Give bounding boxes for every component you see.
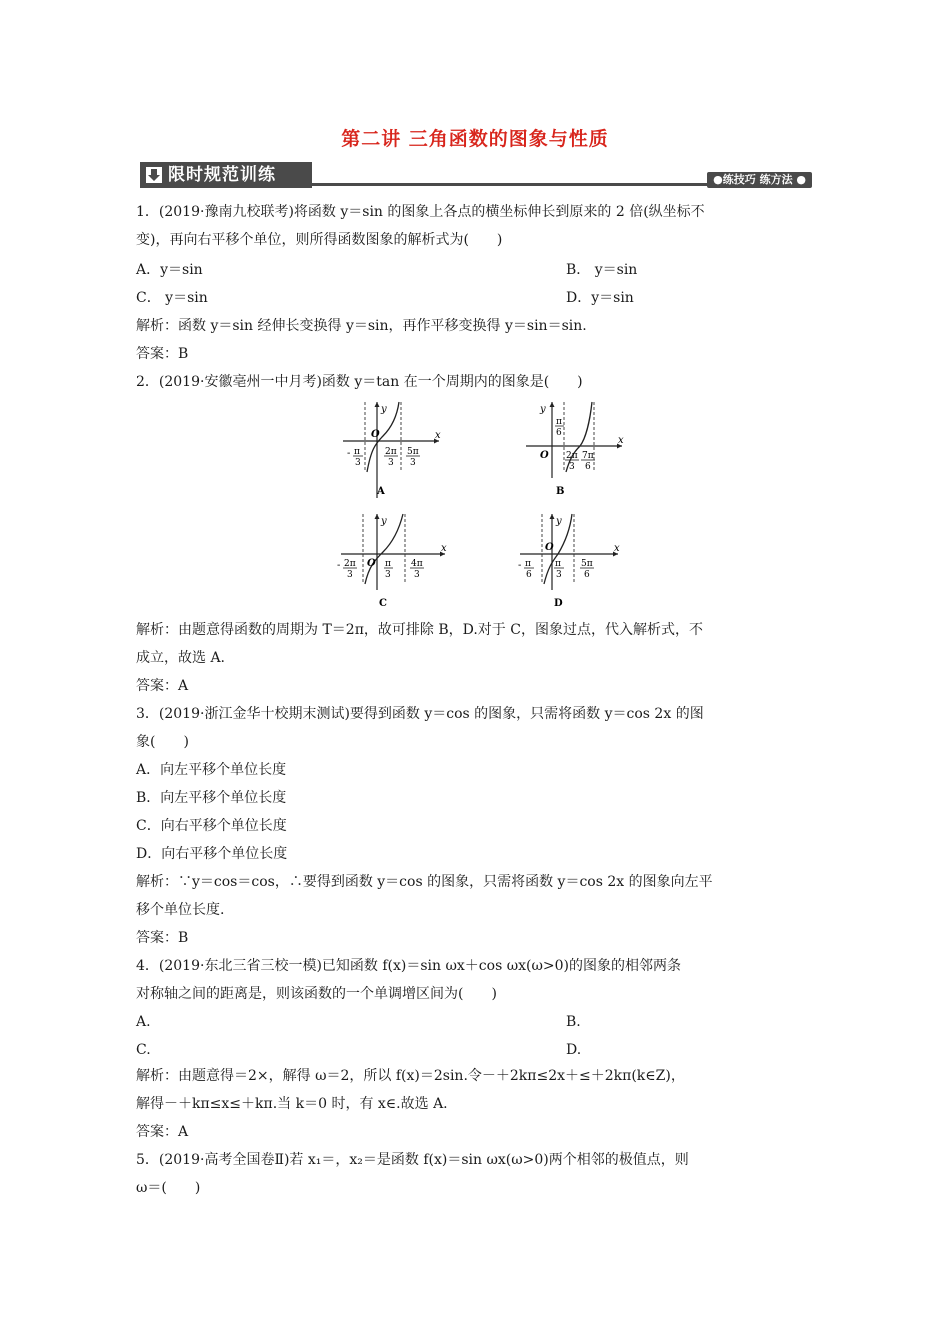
fig-d-right-den: 6	[584, 570, 590, 580]
q3-option-c: C．向右平移个单位长度	[136, 818, 287, 834]
q2-figure-b	[518, 398, 628, 502]
fig-b-y-label: y	[540, 404, 546, 415]
fig-d-y-label: y	[556, 516, 562, 527]
fig-a-left-neg: -	[347, 448, 351, 459]
fig-a-origin: O	[371, 429, 380, 440]
q4-analysis-line2: 解得－＋kπ≤x≤＋kπ.当 k＝0 时，有 x∈.故选 A.	[136, 1096, 448, 1112]
banner-motto: ●练技巧 练方法 ●	[707, 172, 812, 188]
q2-figure-a	[335, 398, 445, 502]
fig-a-left-den: 3	[355, 458, 361, 468]
fig-c-y-label: y	[381, 516, 387, 527]
banner-tag	[140, 162, 312, 188]
fig-a-y-label: y	[381, 404, 387, 415]
q1-option-c: C． y＝sin	[136, 290, 208, 306]
fig-b-caption: B	[556, 486, 565, 497]
q1-stem-line1: 1．(2019·豫南九校联考)将函数 y＝sin 的图象上各点的横坐标伸长到原来的 2 倍(纵坐标不	[136, 204, 705, 220]
fig-b-x-label: x	[618, 435, 624, 446]
fig-b-top-den: 6	[556, 428, 562, 438]
q3-stem-line2: 象( )	[136, 734, 189, 750]
fig-d-mid-den: 3	[556, 570, 562, 580]
q3-option-d: D．向右平移个单位长度	[136, 846, 288, 862]
q1-analysis: 解析：函数 y＝sin 经伸长变换得 y＝sin，再作平移变换得 y＝sin＝sin.	[136, 318, 587, 334]
section-banner	[140, 162, 812, 188]
q3-option-a: A．向左平移个单位长度	[136, 762, 287, 778]
fig-d-left-den: 6	[526, 570, 532, 580]
fig-b-mid-den: 3	[569, 462, 575, 472]
q4-analysis-line1: 解析：由题意得＝2×，解得 ω＝2，所以 f(x)＝2sin.令－＋2kπ≤2x＋≤＋2kπ(k∈Z)，	[136, 1068, 685, 1084]
q4-option-d: D.	[566, 1042, 582, 1058]
q4-stem-line1: 4．(2019·东北三省三校一模)已知函数 f(x)＝sin ωx＋cos ωx(ω>0)的图象的相邻两条	[136, 958, 681, 974]
q4-answer: 答案：A	[136, 1124, 189, 1140]
q4-option-c: C.	[136, 1042, 151, 1058]
q2-figure-c	[335, 510, 451, 614]
q3-analysis-line2: 移个单位长度.	[136, 902, 225, 918]
q1-option-b: B． y＝sin	[566, 262, 638, 278]
q2-analysis-line1: 解析：由题意得函数的周期为 T＝2π，故可排除 B，D.对于 C，图象过点，代入解析式，不	[136, 622, 703, 638]
q2-answer: 答案：A	[136, 678, 189, 694]
fig-c-left-neg: -	[337, 560, 341, 571]
fig-b-right-den: 6	[585, 462, 591, 472]
q3-analysis-line1: 解析：∵y＝cos＝cos，∴要得到函数 y＝cos 的图象，只需将函数 y＝cos 2x 的图象向左平	[136, 874, 713, 890]
q4-stem-line2: 对称轴之间的距离是，则该函数的一个单调增区间为( )	[136, 986, 497, 1002]
fig-d-caption: D	[554, 598, 563, 609]
fig-c-caption: C	[379, 598, 387, 609]
fig-d-origin: O	[545, 542, 554, 553]
q3-answer: 答案：B	[136, 930, 189, 946]
page-title: 第二讲 三角函数的图象与性质	[341, 128, 609, 150]
fig-a-mid-den: 3	[388, 458, 394, 468]
q5-stem-line1: 5．(2019·高考全国卷Ⅱ)若 x₁＝，x₂＝是函数 f(x)＝sin ωx(ω>0)两个相邻的极值点，则	[136, 1152, 689, 1168]
q3-stem-line1: 3．(2019·浙江金华十校期末测试)要得到函数 y＝cos 的图象，只需将函数 y＝cos 2x 的图	[136, 706, 704, 722]
fig-a-x-label: x	[435, 430, 441, 441]
fig-a-right-den: 3	[410, 458, 416, 468]
q1-answer: 答案：B	[136, 346, 189, 362]
fig-c-left-num: 2π	[344, 559, 356, 569]
banner-tag-label: 限时规范训练	[168, 165, 276, 185]
download-arrow-icon	[145, 166, 163, 184]
fig-d-mid-num: π	[555, 559, 561, 569]
q2-figure-d	[514, 510, 624, 614]
q3-option-b: B．向左平移个单位长度	[136, 790, 287, 806]
fig-d-left-neg: -	[518, 560, 522, 571]
fig-a-caption: A	[377, 486, 385, 497]
fig-c-x-label: x	[441, 543, 447, 554]
q5-stem-line2: ω＝( )	[136, 1180, 201, 1196]
q2-stem: 2．(2019·安徽亳州一中月考)函数 y＝tan 在一个周期内的图象是( )	[136, 374, 583, 390]
fig-c-mid-den: 3	[385, 570, 391, 580]
fig-c-right-den: 3	[414, 570, 420, 580]
fig-d-left-num: π	[525, 559, 531, 569]
fig-b-right-num: 7π	[582, 451, 594, 461]
q1-option-d: D．y＝sin	[566, 290, 634, 306]
fig-c-right-num: 4π	[411, 559, 423, 569]
fig-d-right-num: 5π	[581, 559, 593, 569]
fig-b-mid-num: 2π	[566, 451, 578, 461]
q4-option-b: B.	[566, 1014, 581, 1030]
fig-c-origin: O	[367, 558, 376, 569]
q2-analysis-line2: 成立，故选 A.	[136, 650, 226, 666]
fig-a-left-num: π	[354, 447, 360, 457]
q1-option-a: A．y＝sin	[136, 262, 203, 278]
q4-option-a: A.	[136, 1014, 151, 1030]
fig-b-top-num: π	[556, 417, 562, 427]
fig-a-mid-num: 2π	[385, 447, 397, 457]
fig-b-origin: O	[540, 450, 549, 461]
fig-a-right-num: 5π	[407, 447, 419, 457]
fig-c-mid-num: π	[385, 559, 391, 569]
q1-stem-line2: 变)，再向右平移个单位，则所得函数图象的解析式为( )	[136, 232, 503, 248]
fig-c-left-den: 3	[347, 570, 353, 580]
fig-d-x-label: x	[614, 543, 620, 554]
